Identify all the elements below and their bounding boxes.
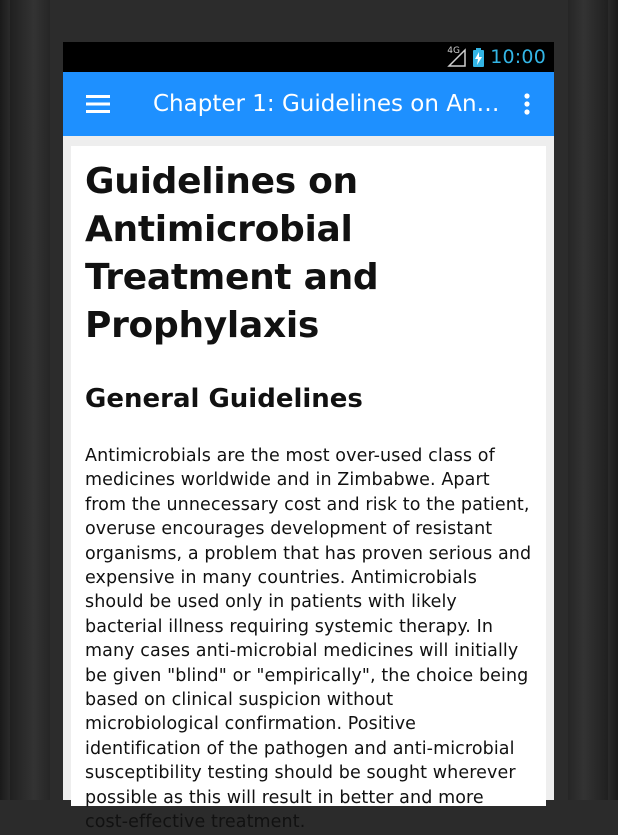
app-toolbar: [63, 72, 554, 136]
cell-signal-icon: [447, 48, 467, 66]
network-type-label: 4G: [447, 46, 460, 56]
navigation-drawer-button[interactable]: [63, 72, 133, 136]
hamburger-menu-icon: [86, 95, 110, 113]
device-edge-right: [568, 0, 608, 800]
section-heading: General Guidelines: [85, 384, 363, 414]
status-clock: 10:00: [490, 46, 546, 68]
screen: [63, 42, 554, 833]
document-content[interactable]: [71, 146, 546, 833]
status-icons: [447, 42, 546, 72]
document-title: Guidelines on Antimicrobial Treatment and Prophylaxis: [85, 161, 379, 346]
device-edge-left: [10, 0, 50, 800]
document-body: [71, 146, 546, 835]
toolbar-title: Chapter 1: Guidelines on An…: [152, 91, 500, 117]
status-bar: [63, 42, 554, 72]
more-vert-icon: [524, 93, 530, 115]
battery-charging-icon: [473, 48, 484, 67]
overflow-menu-button[interactable]: [500, 72, 554, 136]
body-paragraph: Antimicrobials are the most over-used class of medicines worldwide and in Zimbabwe. Apart from the unnecessary cost and risk to the patient, overuse encourages development of resistant organisms, a problem that has proven serious and expensive in many countries. Antimicrobials should be used only in patients with likely bacterial illness requiring systemic therapy. In many cases anti-microbial medicines will initially be given "blind" or "empirically", the choice being based on clinical suspicion without microbiological confirmation. Positive identification of the pathogen and anti-microbial susceptibility testing should be sought wherever possible as this will result in better and more cost-effective treatment.: [85, 446, 532, 833]
